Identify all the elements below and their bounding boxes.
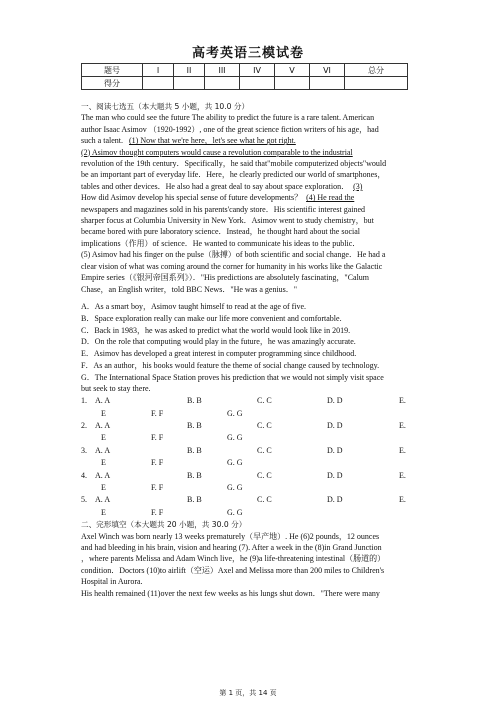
- answer-choices: [81, 395, 411, 519]
- choice-e-label[interactable]: E.: [399, 495, 406, 505]
- choice-b[interactable]: B. B: [187, 396, 202, 406]
- choice-a[interactable]: A. A: [95, 470, 111, 480]
- score-cell: VI: [310, 64, 345, 77]
- page-title: 高考英语三模试卷: [191, 46, 304, 61]
- choice-e-label[interactable]: E.: [399, 470, 406, 480]
- choice-f[interactable]: F. F: [151, 483, 164, 493]
- answer-row-continued: [81, 507, 411, 519]
- blank-1: (1) Now that we're here，let's see what he got right.: [128, 136, 296, 146]
- option-c: C．Back in 1983，he was asked to predict what the world would look like in 2019.: [81, 325, 351, 335]
- option-a: A．As a smart boy，Asimov taught himself to read at the age of five.: [81, 301, 307, 311]
- choice-f[interactable]: F. F: [151, 507, 164, 517]
- section1-heading: 一、阅读七选五（本大题共 5 小题，共 10.0 分）: [81, 102, 250, 111]
- choice-c[interactable]: C. C: [257, 445, 272, 455]
- choice-d[interactable]: D. D: [327, 445, 343, 455]
- choice-f[interactable]: F. F: [151, 433, 164, 443]
- passage-line: (5) Asimov had his finger on the pulse（脉搏）of both scientific and social change．He had a: [81, 250, 386, 260]
- passage-line: Chase，an English writer，told BBC News．"He was a genius．": [81, 284, 298, 294]
- score-table-score-row: [82, 77, 408, 90]
- answer-row: [81, 395, 411, 407]
- choice-d[interactable]: D. D: [327, 495, 343, 505]
- score-cell-empty: [345, 77, 408, 90]
- passage-line: author Isaac Asimov （1920-1992）, one of the great science fiction writers of his age，had: [81, 124, 379, 134]
- score-cell-empty: [275, 77, 310, 90]
- blank-4: (4) He read the: [306, 193, 355, 203]
- question-number: 2.: [81, 421, 87, 431]
- choice-g[interactable]: G. G: [227, 483, 243, 493]
- section2-heading: 二、完形填空（本大题共 20 小题，共 30.0 分）: [81, 520, 247, 530]
- score-cell-empty: [240, 77, 275, 90]
- passage-line: [81, 192, 411, 203]
- answer-row: [81, 420, 411, 432]
- answer-row-continued: [81, 432, 411, 444]
- choice-f[interactable]: F. F: [151, 408, 164, 418]
- passage-line: [81, 181, 411, 192]
- choice-f[interactable]: F. F: [151, 458, 164, 468]
- passage-line: Empire series（《银河帝国系列》）．"His predictions are absolutely fascinating，"Calum: [81, 273, 370, 283]
- score-cell-empty: [143, 77, 174, 90]
- answer-row-continued: [81, 457, 411, 469]
- score-cell-empty: [205, 77, 240, 90]
- choice-g[interactable]: G. G: [227, 433, 243, 443]
- answer-row-continued: [81, 482, 411, 494]
- choice-g[interactable]: G. G: [227, 408, 243, 418]
- score-cell: 总分: [345, 64, 408, 77]
- answer-row: [81, 494, 411, 506]
- answer-row-continued: [81, 408, 411, 420]
- choice-e[interactable]: E: [101, 507, 106, 517]
- exam-content: [81, 101, 411, 599]
- answer-row: [81, 470, 411, 482]
- page-footer: 第 1 页，共 14 页: [219, 689, 277, 697]
- passage-line: [81, 135, 411, 146]
- passage-line: (2) Asimov thought computers would cause a revolution comparable to the industrial: [81, 147, 353, 157]
- choice-d[interactable]: D. D: [327, 470, 343, 480]
- score-cell: I: [143, 64, 174, 77]
- choice-e[interactable]: E: [101, 483, 106, 493]
- choice-b[interactable]: B. B: [187, 445, 202, 455]
- choice-g[interactable]: G. G: [227, 458, 243, 468]
- choice-d[interactable]: D. D: [327, 421, 343, 431]
- passage-line: revolution of the 19th century．Specifically，he said that"mobile computerized objects"would: [81, 159, 387, 169]
- option-b: B．Space exploration really can make our life more convenient and comfortable.: [81, 313, 342, 323]
- passage-line: His health remained (11)over the next few weeks as his lungs shut down．"There were many: [81, 588, 380, 598]
- choice-a[interactable]: A. A: [95, 421, 111, 431]
- passage-text: How did Asimov develop his special sense of future developments？: [81, 193, 303, 203]
- score-cell: 题号: [82, 64, 143, 77]
- answer-row: [81, 445, 411, 457]
- passage-line: implications（作用）of science．He wanted to communicate his ideas to the public．: [81, 238, 361, 248]
- choice-g[interactable]: G. G: [227, 507, 243, 517]
- score-cell-empty: [174, 77, 205, 90]
- passage-line: became bored with pure laboratory science．Instead，he thought hard about the social: [81, 227, 361, 237]
- passage-line: condition．Doctors (10)to airlift（空运）Axel and Melissa more than 200 miles to Children's: [81, 565, 385, 575]
- option-f: F．As an author，his books would feature the theme of social change caused by technology.: [81, 360, 380, 370]
- passage-text: such a talent.: [81, 136, 123, 146]
- score-cell-empty: [310, 77, 345, 90]
- passage-line: Hospital in Aurora.: [81, 577, 143, 587]
- passage-line: Axel Winch was born nearly 13 weeks prematurely（早产地）. He (6)2 pounds，12 ounces: [81, 531, 380, 541]
- choice-c[interactable]: C. C: [257, 470, 272, 480]
- choice-e-label[interactable]: E.: [399, 445, 406, 455]
- choice-a[interactable]: A. A: [95, 445, 111, 455]
- option-e: E．Asimov has developed a great interest in computer programming since childhood.: [81, 349, 357, 359]
- question-number: 3.: [81, 445, 87, 455]
- choice-b[interactable]: B. B: [187, 421, 202, 431]
- passage-line: ，where parents Melissa and Adam Winch live，he (9)a life-threatening intestinal（肠道的）: [81, 554, 386, 564]
- question-number: 4.: [81, 470, 87, 480]
- passage-line: sharper focus at Columbia University in New York．Asimov went to study chemistry，but: [81, 216, 374, 226]
- choice-e-label[interactable]: E.: [399, 396, 406, 406]
- choice-d[interactable]: D. D: [327, 396, 343, 406]
- passage-line: clear vision of what was coming around the corner for humanity in his works like the Galactic: [81, 261, 383, 271]
- choice-c[interactable]: C. C: [257, 396, 272, 406]
- score-cell: II: [174, 64, 205, 77]
- choice-e-label[interactable]: E.: [399, 421, 406, 431]
- score-cell: 得分: [82, 77, 143, 90]
- score-table: [81, 63, 408, 90]
- blank-3: (3): [353, 181, 363, 191]
- choice-c[interactable]: C. C: [257, 421, 272, 431]
- choice-e[interactable]: E: [101, 458, 106, 468]
- score-cell: IV: [240, 64, 275, 77]
- option-g-continued: but seek to stay there.: [81, 384, 151, 394]
- question-number: 1.: [81, 396, 87, 406]
- choice-a[interactable]: A. A: [95, 495, 111, 505]
- question-number: 5.: [81, 495, 87, 505]
- passage-text: tables and other devices．He also had a great deal to say about space exploration．: [81, 181, 350, 191]
- option-g: G．The International Space Station proves his prediction that we would not simply visit space: [81, 372, 384, 382]
- choice-e[interactable]: E: [101, 408, 106, 418]
- choice-b[interactable]: B. B: [187, 470, 202, 480]
- choice-b[interactable]: B. B: [187, 495, 202, 505]
- score-cell: III: [205, 64, 240, 77]
- passage-line: newspapers and magazines sold in his parents'candy store．His scientific interest gained: [81, 204, 366, 214]
- passage-line: be an important part of everyday life．Here，he clearly predicted our world of smartphones，: [81, 170, 386, 180]
- passage-line: The man who could see the future The ability to predict the future is a rare talent. American: [81, 113, 375, 123]
- passage-line: and had bleeding in his brain, vision and hearing (7). After a week in the (8)in Grand Junction: [81, 543, 382, 552]
- score-cell: V: [275, 64, 310, 77]
- score-table-header-row: [82, 64, 408, 77]
- choice-c[interactable]: C. C: [257, 495, 272, 505]
- option-d: D．On the role that computing would play in the future，he was amazingly accurate.: [81, 337, 356, 347]
- choice-e[interactable]: E: [101, 433, 106, 443]
- choice-a[interactable]: A. A: [95, 396, 111, 406]
